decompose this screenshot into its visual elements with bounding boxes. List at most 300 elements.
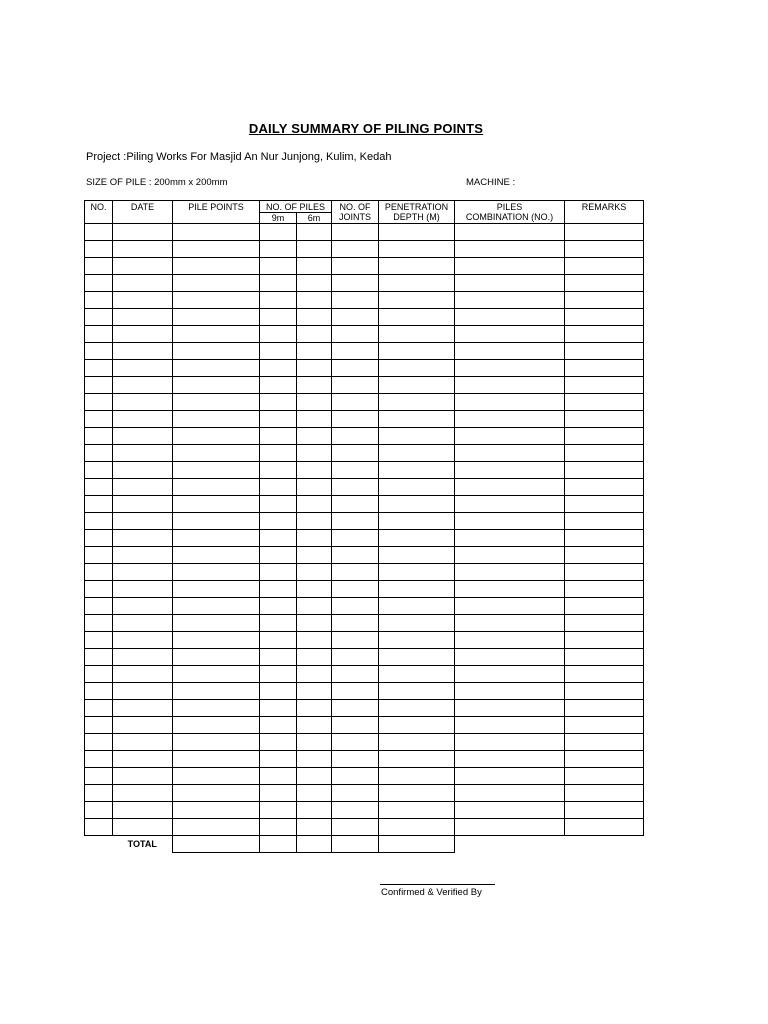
penetration-cell[interactable]	[379, 751, 455, 768]
date-cell[interactable]	[113, 241, 173, 258]
9m-cell[interactable]	[260, 632, 297, 649]
6m-cell[interactable]	[297, 785, 332, 802]
9m-cell[interactable]	[260, 717, 297, 734]
date-cell[interactable]	[113, 360, 173, 377]
joints-cell[interactable]	[332, 768, 379, 785]
combination-cell[interactable]	[455, 394, 565, 411]
6m-cell[interactable]	[297, 581, 332, 598]
joints-cell[interactable]	[332, 819, 379, 836]
6m-cell[interactable]	[297, 275, 332, 292]
date-cell[interactable]	[113, 394, 173, 411]
joints-cell[interactable]	[332, 666, 379, 683]
9m-cell[interactable]	[260, 411, 297, 428]
joints-cell[interactable]	[332, 530, 379, 547]
combination-cell[interactable]	[455, 598, 565, 615]
date-cell[interactable]	[113, 445, 173, 462]
date-cell[interactable]	[113, 734, 173, 751]
pile-points-cell[interactable]	[173, 343, 260, 360]
6m-cell[interactable]	[297, 768, 332, 785]
joints-cell[interactable]	[332, 479, 379, 496]
pile-points-cell[interactable]	[173, 377, 260, 394]
date-cell[interactable]	[113, 683, 173, 700]
9m-cell[interactable]	[260, 394, 297, 411]
no-cell[interactable]	[85, 479, 113, 496]
9m-cell[interactable]	[260, 615, 297, 632]
date-cell[interactable]	[113, 428, 173, 445]
penetration-cell[interactable]	[379, 666, 455, 683]
pile-points-cell[interactable]	[173, 581, 260, 598]
penetration-cell[interactable]	[379, 479, 455, 496]
date-cell[interactable]	[113, 547, 173, 564]
remarks-cell[interactable]	[565, 700, 644, 717]
date-cell[interactable]	[113, 513, 173, 530]
date-cell[interactable]	[113, 751, 173, 768]
6m-cell[interactable]	[297, 649, 332, 666]
6m-cell[interactable]	[297, 683, 332, 700]
6m-cell[interactable]	[297, 462, 332, 479]
6m-cell[interactable]	[297, 292, 332, 309]
penetration-cell[interactable]	[379, 326, 455, 343]
penetration-cell[interactable]	[379, 462, 455, 479]
9m-cell[interactable]	[260, 479, 297, 496]
penetration-cell[interactable]	[379, 241, 455, 258]
joints-cell[interactable]	[332, 496, 379, 513]
date-cell[interactable]	[113, 377, 173, 394]
remarks-cell[interactable]	[565, 360, 644, 377]
date-cell[interactable]	[113, 530, 173, 547]
no-cell[interactable]	[85, 360, 113, 377]
combination-cell[interactable]	[455, 751, 565, 768]
pile-points-cell[interactable]	[173, 700, 260, 717]
penetration-cell[interactable]	[379, 564, 455, 581]
joints-cell[interactable]	[332, 649, 379, 666]
no-cell[interactable]	[85, 598, 113, 615]
date-cell[interactable]	[113, 462, 173, 479]
total-6m-cell[interactable]	[297, 836, 332, 853]
no-cell[interactable]	[85, 309, 113, 326]
combination-cell[interactable]	[455, 326, 565, 343]
remarks-cell[interactable]	[565, 615, 644, 632]
combination-cell[interactable]	[455, 513, 565, 530]
9m-cell[interactable]	[260, 666, 297, 683]
9m-cell[interactable]	[260, 224, 297, 241]
remarks-cell[interactable]	[565, 241, 644, 258]
penetration-cell[interactable]	[379, 547, 455, 564]
remarks-cell[interactable]	[565, 258, 644, 275]
remarks-cell[interactable]	[565, 462, 644, 479]
pile-points-cell[interactable]	[173, 462, 260, 479]
pile-points-cell[interactable]	[173, 479, 260, 496]
combination-cell[interactable]	[455, 649, 565, 666]
date-cell[interactable]	[113, 649, 173, 666]
pile-points-cell[interactable]	[173, 683, 260, 700]
date-cell[interactable]	[113, 564, 173, 581]
joints-cell[interactable]	[332, 598, 379, 615]
remarks-cell[interactable]	[565, 632, 644, 649]
6m-cell[interactable]	[297, 598, 332, 615]
date-cell[interactable]	[113, 785, 173, 802]
combination-cell[interactable]	[455, 632, 565, 649]
6m-cell[interactable]	[297, 479, 332, 496]
pile-points-cell[interactable]	[173, 785, 260, 802]
no-cell[interactable]	[85, 394, 113, 411]
no-cell[interactable]	[85, 258, 113, 275]
penetration-cell[interactable]	[379, 394, 455, 411]
joints-cell[interactable]	[332, 258, 379, 275]
joints-cell[interactable]	[332, 615, 379, 632]
9m-cell[interactable]	[260, 564, 297, 581]
6m-cell[interactable]	[297, 445, 332, 462]
combination-cell[interactable]	[455, 411, 565, 428]
combination-cell[interactable]	[455, 581, 565, 598]
penetration-cell[interactable]	[379, 768, 455, 785]
penetration-cell[interactable]	[379, 224, 455, 241]
9m-cell[interactable]	[260, 309, 297, 326]
remarks-cell[interactable]	[565, 326, 644, 343]
combination-cell[interactable]	[455, 615, 565, 632]
combination-cell[interactable]	[455, 768, 565, 785]
date-cell[interactable]	[113, 258, 173, 275]
remarks-cell[interactable]	[565, 768, 644, 785]
penetration-cell[interactable]	[379, 683, 455, 700]
6m-cell[interactable]	[297, 615, 332, 632]
remarks-cell[interactable]	[565, 649, 644, 666]
penetration-cell[interactable]	[379, 275, 455, 292]
remarks-cell[interactable]	[565, 751, 644, 768]
no-cell[interactable]	[85, 462, 113, 479]
penetration-cell[interactable]	[379, 309, 455, 326]
9m-cell[interactable]	[260, 819, 297, 836]
remarks-cell[interactable]	[565, 275, 644, 292]
date-cell[interactable]	[113, 802, 173, 819]
9m-cell[interactable]	[260, 530, 297, 547]
no-cell[interactable]	[85, 496, 113, 513]
no-cell[interactable]	[85, 751, 113, 768]
9m-cell[interactable]	[260, 326, 297, 343]
remarks-cell[interactable]	[565, 717, 644, 734]
remarks-cell[interactable]	[565, 428, 644, 445]
penetration-cell[interactable]	[379, 343, 455, 360]
total-penetration-cell[interactable]	[379, 836, 455, 853]
joints-cell[interactable]	[332, 751, 379, 768]
remarks-cell[interactable]	[565, 598, 644, 615]
9m-cell[interactable]	[260, 496, 297, 513]
joints-cell[interactable]	[332, 292, 379, 309]
date-cell[interactable]	[113, 224, 173, 241]
6m-cell[interactable]	[297, 564, 332, 581]
9m-cell[interactable]	[260, 445, 297, 462]
penetration-cell[interactable]	[379, 513, 455, 530]
9m-cell[interactable]	[260, 785, 297, 802]
joints-cell[interactable]	[332, 445, 379, 462]
remarks-cell[interactable]	[565, 394, 644, 411]
date-cell[interactable]	[113, 496, 173, 513]
remarks-cell[interactable]	[565, 666, 644, 683]
9m-cell[interactable]	[260, 802, 297, 819]
no-cell[interactable]	[85, 564, 113, 581]
9m-cell[interactable]	[260, 598, 297, 615]
6m-cell[interactable]	[297, 360, 332, 377]
combination-cell[interactable]	[455, 224, 565, 241]
9m-cell[interactable]	[260, 734, 297, 751]
pile-points-cell[interactable]	[173, 445, 260, 462]
6m-cell[interactable]	[297, 326, 332, 343]
remarks-cell[interactable]	[565, 734, 644, 751]
penetration-cell[interactable]	[379, 785, 455, 802]
combination-cell[interactable]	[455, 445, 565, 462]
joints-cell[interactable]	[332, 785, 379, 802]
combination-cell[interactable]	[455, 734, 565, 751]
9m-cell[interactable]	[260, 360, 297, 377]
remarks-cell[interactable]	[565, 530, 644, 547]
joints-cell[interactable]	[332, 632, 379, 649]
no-cell[interactable]	[85, 513, 113, 530]
penetration-cell[interactable]	[379, 632, 455, 649]
joints-cell[interactable]	[332, 309, 379, 326]
remarks-cell[interactable]	[565, 479, 644, 496]
9m-cell[interactable]	[260, 462, 297, 479]
no-cell[interactable]	[85, 411, 113, 428]
penetration-cell[interactable]	[379, 258, 455, 275]
9m-cell[interactable]	[260, 581, 297, 598]
6m-cell[interactable]	[297, 819, 332, 836]
9m-cell[interactable]	[260, 258, 297, 275]
pile-points-cell[interactable]	[173, 241, 260, 258]
pile-points-cell[interactable]	[173, 768, 260, 785]
combination-cell[interactable]	[455, 802, 565, 819]
pile-points-cell[interactable]	[173, 411, 260, 428]
6m-cell[interactable]	[297, 530, 332, 547]
date-cell[interactable]	[113, 292, 173, 309]
9m-cell[interactable]	[260, 275, 297, 292]
combination-cell[interactable]	[455, 343, 565, 360]
pile-points-cell[interactable]	[173, 819, 260, 836]
no-cell[interactable]	[85, 275, 113, 292]
joints-cell[interactable]	[332, 275, 379, 292]
pile-points-cell[interactable]	[173, 717, 260, 734]
pile-points-cell[interactable]	[173, 615, 260, 632]
remarks-cell[interactable]	[565, 309, 644, 326]
6m-cell[interactable]	[297, 428, 332, 445]
pile-points-cell[interactable]	[173, 360, 260, 377]
date-cell[interactable]	[113, 700, 173, 717]
penetration-cell[interactable]	[379, 615, 455, 632]
no-cell[interactable]	[85, 802, 113, 819]
9m-cell[interactable]	[260, 649, 297, 666]
joints-cell[interactable]	[332, 377, 379, 394]
combination-cell[interactable]	[455, 258, 565, 275]
9m-cell[interactable]	[260, 751, 297, 768]
combination-cell[interactable]	[455, 683, 565, 700]
remarks-cell[interactable]	[565, 802, 644, 819]
joints-cell[interactable]	[332, 428, 379, 445]
joints-cell[interactable]	[332, 547, 379, 564]
remarks-cell[interactable]	[565, 445, 644, 462]
remarks-cell[interactable]	[565, 819, 644, 836]
combination-cell[interactable]	[455, 547, 565, 564]
combination-cell[interactable]	[455, 819, 565, 836]
no-cell[interactable]	[85, 343, 113, 360]
pile-points-cell[interactable]	[173, 666, 260, 683]
combination-cell[interactable]	[455, 360, 565, 377]
no-cell[interactable]	[85, 768, 113, 785]
date-cell[interactable]	[113, 632, 173, 649]
no-cell[interactable]	[85, 632, 113, 649]
combination-cell[interactable]	[455, 564, 565, 581]
joints-cell[interactable]	[332, 513, 379, 530]
no-cell[interactable]	[85, 717, 113, 734]
6m-cell[interactable]	[297, 377, 332, 394]
date-cell[interactable]	[113, 615, 173, 632]
joints-cell[interactable]	[332, 462, 379, 479]
no-cell[interactable]	[85, 785, 113, 802]
joints-cell[interactable]	[332, 394, 379, 411]
pile-points-cell[interactable]	[173, 513, 260, 530]
remarks-cell[interactable]	[565, 411, 644, 428]
joints-cell[interactable]	[332, 224, 379, 241]
penetration-cell[interactable]	[379, 649, 455, 666]
remarks-cell[interactable]	[565, 496, 644, 513]
no-cell[interactable]	[85, 649, 113, 666]
pile-points-cell[interactable]	[173, 751, 260, 768]
combination-cell[interactable]	[455, 496, 565, 513]
remarks-cell[interactable]	[565, 581, 644, 598]
joints-cell[interactable]	[332, 581, 379, 598]
combination-cell[interactable]	[455, 275, 565, 292]
6m-cell[interactable]	[297, 547, 332, 564]
penetration-cell[interactable]	[379, 819, 455, 836]
date-cell[interactable]	[113, 411, 173, 428]
joints-cell[interactable]	[332, 411, 379, 428]
pile-points-cell[interactable]	[173, 292, 260, 309]
penetration-cell[interactable]	[379, 360, 455, 377]
no-cell[interactable]	[85, 666, 113, 683]
9m-cell[interactable]	[260, 343, 297, 360]
9m-cell[interactable]	[260, 683, 297, 700]
penetration-cell[interactable]	[379, 496, 455, 513]
9m-cell[interactable]	[260, 700, 297, 717]
penetration-cell[interactable]	[379, 530, 455, 547]
6m-cell[interactable]	[297, 666, 332, 683]
remarks-cell[interactable]	[565, 377, 644, 394]
6m-cell[interactable]	[297, 224, 332, 241]
no-cell[interactable]	[85, 292, 113, 309]
joints-cell[interactable]	[332, 700, 379, 717]
6m-cell[interactable]	[297, 258, 332, 275]
6m-cell[interactable]	[297, 411, 332, 428]
date-cell[interactable]	[113, 666, 173, 683]
9m-cell[interactable]	[260, 547, 297, 564]
combination-cell[interactable]	[455, 309, 565, 326]
joints-cell[interactable]	[332, 734, 379, 751]
no-cell[interactable]	[85, 581, 113, 598]
date-cell[interactable]	[113, 275, 173, 292]
combination-cell[interactable]	[455, 462, 565, 479]
date-cell[interactable]	[113, 717, 173, 734]
6m-cell[interactable]	[297, 632, 332, 649]
6m-cell[interactable]	[297, 241, 332, 258]
combination-cell[interactable]	[455, 428, 565, 445]
joints-cell[interactable]	[332, 717, 379, 734]
6m-cell[interactable]	[297, 394, 332, 411]
no-cell[interactable]	[85, 428, 113, 445]
joints-cell[interactable]	[332, 343, 379, 360]
joints-cell[interactable]	[332, 802, 379, 819]
pile-points-cell[interactable]	[173, 428, 260, 445]
9m-cell[interactable]	[260, 513, 297, 530]
total-joints-cell[interactable]	[332, 836, 379, 853]
joints-cell[interactable]	[332, 326, 379, 343]
date-cell[interactable]	[113, 581, 173, 598]
6m-cell[interactable]	[297, 734, 332, 751]
9m-cell[interactable]	[260, 292, 297, 309]
pile-points-cell[interactable]	[173, 734, 260, 751]
pile-points-cell[interactable]	[173, 275, 260, 292]
joints-cell[interactable]	[332, 683, 379, 700]
pile-points-cell[interactable]	[173, 547, 260, 564]
6m-cell[interactable]	[297, 700, 332, 717]
pile-points-cell[interactable]	[173, 564, 260, 581]
6m-cell[interactable]	[297, 802, 332, 819]
no-cell[interactable]	[85, 326, 113, 343]
6m-cell[interactable]	[297, 309, 332, 326]
combination-cell[interactable]	[455, 530, 565, 547]
pile-points-cell[interactable]	[173, 258, 260, 275]
combination-cell[interactable]	[455, 700, 565, 717]
no-cell[interactable]	[85, 683, 113, 700]
no-cell[interactable]	[85, 700, 113, 717]
6m-cell[interactable]	[297, 513, 332, 530]
penetration-cell[interactable]	[379, 700, 455, 717]
penetration-cell[interactable]	[379, 292, 455, 309]
date-cell[interactable]	[113, 309, 173, 326]
combination-cell[interactable]	[455, 292, 565, 309]
6m-cell[interactable]	[297, 496, 332, 513]
penetration-cell[interactable]	[379, 411, 455, 428]
combination-cell[interactable]	[455, 717, 565, 734]
joints-cell[interactable]	[332, 564, 379, 581]
combination-cell[interactable]	[455, 785, 565, 802]
date-cell[interactable]	[113, 326, 173, 343]
remarks-cell[interactable]	[565, 564, 644, 581]
pile-points-cell[interactable]	[173, 326, 260, 343]
remarks-cell[interactable]	[565, 343, 644, 360]
total-9m-cell[interactable]	[260, 836, 297, 853]
combination-cell[interactable]	[455, 666, 565, 683]
joints-cell[interactable]	[332, 360, 379, 377]
date-cell[interactable]	[113, 768, 173, 785]
pile-points-cell[interactable]	[173, 649, 260, 666]
remarks-cell[interactable]	[565, 547, 644, 564]
9m-cell[interactable]	[260, 241, 297, 258]
pile-points-cell[interactable]	[173, 802, 260, 819]
9m-cell[interactable]	[260, 428, 297, 445]
remarks-cell[interactable]	[565, 785, 644, 802]
no-cell[interactable]	[85, 819, 113, 836]
pile-points-cell[interactable]	[173, 598, 260, 615]
penetration-cell[interactable]	[379, 734, 455, 751]
6m-cell[interactable]	[297, 751, 332, 768]
remarks-cell[interactable]	[565, 513, 644, 530]
9m-cell[interactable]	[260, 768, 297, 785]
pile-points-cell[interactable]	[173, 632, 260, 649]
date-cell[interactable]	[113, 343, 173, 360]
penetration-cell[interactable]	[379, 581, 455, 598]
total-pile-points-cell[interactable]	[173, 836, 260, 853]
date-cell[interactable]	[113, 819, 173, 836]
remarks-cell[interactable]	[565, 683, 644, 700]
penetration-cell[interactable]	[379, 598, 455, 615]
